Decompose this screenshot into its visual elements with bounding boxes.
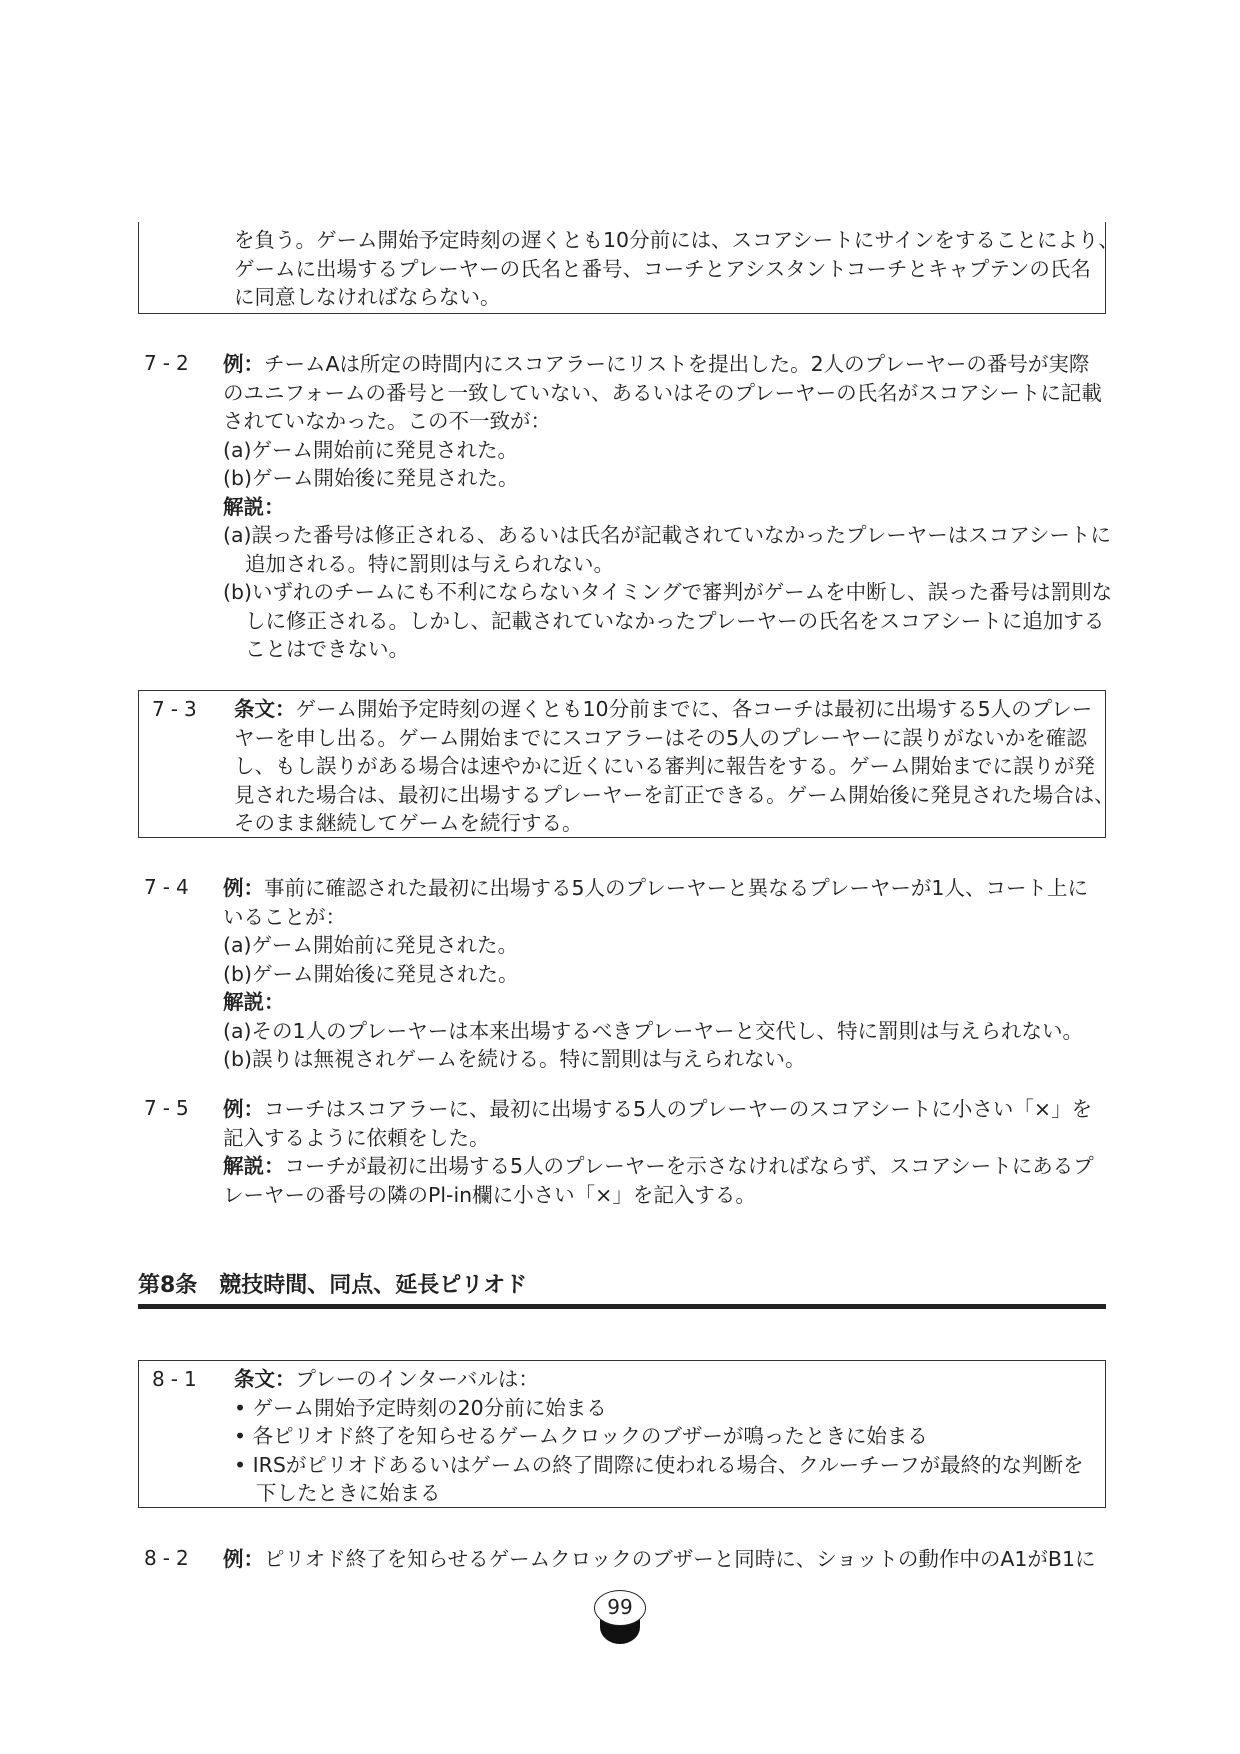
text-line: ピリオド終了を知らせるゲームクロックのブザーと同時に、ショットの動作中のA1がB1に bbox=[264, 1547, 1096, 1571]
item-7-4 bbox=[223, 874, 1108, 1074]
example-label: 例： bbox=[223, 1097, 264, 1121]
text-line: されていなかった。この不一致が： bbox=[223, 409, 551, 433]
bullet-item: • IRSがピリオドあるいはゲームの終了間際に使われる場合、クルーチーフが最終的な判断を bbox=[234, 1452, 1084, 1477]
text-line: し、もし誤りがある場合は速やかに近くにいる審判に報告をする。ゲーム開始までに誤りが発 bbox=[234, 754, 1095, 778]
text-line: (a)誤った番号は修正される、あるいは氏名が記載されていなかったプレーヤーはスコアシートに bbox=[223, 523, 1111, 547]
item-number: 7-2 bbox=[144, 351, 195, 375]
item-number: 8-2 bbox=[144, 1546, 195, 1570]
item-number: 8-1 bbox=[152, 1367, 203, 1391]
text-line: (b)誤りは無視されゲームを続ける。特に罰則は与えられない。 bbox=[223, 1047, 806, 1071]
text-line: レーヤーの番号の隣のPl-in欄に小さい「×」を記入する。 bbox=[223, 1182, 756, 1207]
text-line: 記入するように依頼をした。 bbox=[223, 1125, 490, 1150]
text-line: を負う。ゲーム開始予定時刻の遅くとも10分前には、スコアシートにサインをすることにより、 bbox=[234, 228, 1119, 252]
rule-box-8-1 bbox=[138, 1360, 1106, 1508]
text-line: 見された場合は、最初に出場するプレーヤーを訂正できる。ゲーム開始後に発見された場合は、 bbox=[234, 782, 1115, 807]
explanation-label: 解説： bbox=[223, 1154, 285, 1178]
item-7-5 bbox=[223, 1095, 1108, 1209]
text-line: しに修正される。しかし、記載されていなかったプレーヤーの氏名をスコアシートに追加する bbox=[245, 608, 1105, 633]
bullet-item: • ゲーム開始予定時刻の20分前に始まる bbox=[234, 1395, 607, 1420]
bullet-continuation: 下したときに始まる bbox=[256, 1481, 441, 1505]
item-7-2 bbox=[223, 350, 1113, 664]
option-b: (b)ゲーム開始後に発見された。 bbox=[223, 466, 519, 490]
text-line: ゲームに出場するプレーヤーの氏名と番号、コーチとアシスタントコーチとキャプテンの氏名 bbox=[234, 256, 1091, 281]
text-line: ゲーム開始予定時刻の遅くとも10分前までに、各コーチは最初に出場する5人のプレー bbox=[295, 697, 1093, 721]
example-label: 例： bbox=[223, 876, 264, 900]
text-line: プレーのインターバルは： bbox=[295, 1367, 539, 1391]
rule-label: 条文： bbox=[234, 697, 296, 721]
item-8-2 bbox=[223, 1545, 1108, 1574]
page-number: 99 bbox=[594, 1590, 646, 1626]
text-line: に同意しなければならない。 bbox=[234, 285, 501, 309]
text-line: 追加される。特に罰則は与えられない。 bbox=[245, 551, 614, 576]
text-line: ヤーを申し出る。ゲーム開始までにスコアラーはその5人のプレーヤーに誤りがないかを確認 bbox=[234, 725, 1087, 750]
text-line: (b)いずれのチームにも不利にならないタイミングで審判がゲームを中断し、誤った番号は罰則な bbox=[223, 580, 1113, 604]
option-a: (a)ゲーム開始前に発見された。 bbox=[223, 437, 519, 462]
rule-box-7-3 bbox=[138, 690, 1115, 838]
bullet-item: • 各ピリオド終了を知らせるゲームクロックのブザーが鳴ったときに始まる bbox=[234, 1424, 928, 1448]
text-line: 事前に確認された最初に出場する5人のプレーヤーと異なるプレーヤーが1人、コート上に bbox=[264, 876, 1088, 900]
text-line: コーチはスコアラーに、最初に出場する5人のプレーヤーのスコアシートに小さい「×」を bbox=[264, 1097, 1093, 1121]
item-number: 7-4 bbox=[144, 875, 195, 899]
option-a: (a)ゲーム開始前に発見された。 bbox=[223, 933, 519, 957]
text-line: コーチが最初に出場する5人のプレーヤーを示さなければならず、スコアシートにあるプ bbox=[284, 1154, 1094, 1178]
rule-label: 条文： bbox=[234, 1367, 296, 1391]
explanation-label: 解説： bbox=[223, 494, 285, 519]
item-number: 7-5 bbox=[144, 1096, 195, 1120]
text-line: のユニフォームの番号と一致していない、あるいはそのプレーヤーの氏名がスコアシートに記載 bbox=[223, 380, 1102, 405]
section-divider bbox=[138, 1304, 1106, 1309]
text-line: (a)その1人のプレーヤーは本来出場するべきプレーヤーと交代し、特に罰則は与えられない。 bbox=[223, 1018, 1083, 1043]
option-b: (b)ゲーム開始後に発見された。 bbox=[223, 961, 519, 986]
rule-text bbox=[234, 226, 1119, 312]
rule-text bbox=[234, 1365, 1119, 1508]
text-line: いることが： bbox=[223, 904, 346, 929]
text-line: ことはできない。 bbox=[245, 637, 409, 661]
item-number: 7-3 bbox=[152, 697, 203, 721]
rule-text bbox=[234, 695, 1119, 838]
example-label: 例： bbox=[223, 1547, 264, 1571]
explanation-label: 解説： bbox=[223, 990, 285, 1014]
section-heading: 第8条 競技時間、同点、延長ピリオド bbox=[138, 1273, 528, 1298]
example-label: 例： bbox=[223, 352, 264, 376]
text-line: そのまま継続してゲームを続行する。 bbox=[234, 811, 583, 835]
rule-box-continued bbox=[138, 222, 1119, 314]
text-line: チームAは所定の時間内にスコアラーにリストを提出した。2人のプレーヤーの番号が実際 bbox=[264, 352, 1090, 376]
